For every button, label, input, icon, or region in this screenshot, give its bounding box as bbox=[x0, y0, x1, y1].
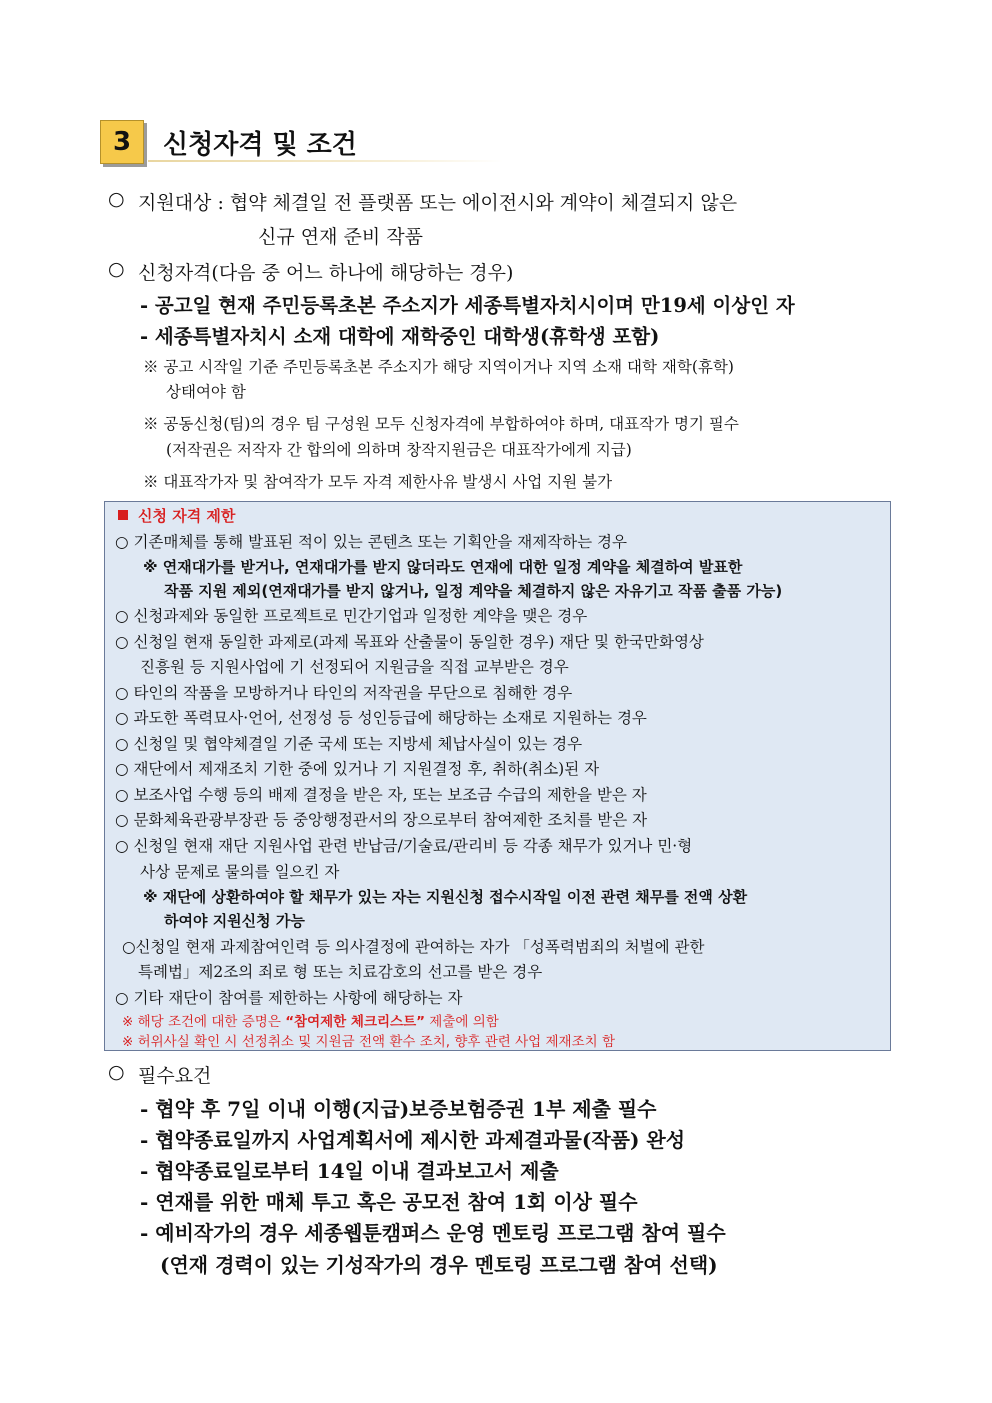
restriction-note-penalty: ※ 허위사실 확인 시 선정취소 및 지원금 전액 환수 조치, 향후 관련 사업 제재조치 함 bbox=[122, 1034, 615, 1050]
requirement-item: - 협약종료일로부터 14일 이내 결과보고서 제출 bbox=[140, 1159, 559, 1183]
requirement-item: - 연재를 위한 매체 투고 혹은 공모전 참여 1회 이상 필수 bbox=[140, 1190, 638, 1214]
restriction-title bbox=[118, 505, 235, 526]
note-checklist-bold: “참여제한 체크리스트” bbox=[285, 1014, 426, 1030]
restriction-line: ○ 기타 재단이 참여를 제한하는 사항에 해당하는 자 bbox=[115, 989, 463, 1007]
square-bullet-icon bbox=[118, 510, 128, 520]
requirements-bullet: ○ bbox=[108, 1061, 125, 1083]
restriction-line: ※ 연재대가를 받거나, 연재대가를 받지 않더라도 연재에 대한 일정 계약을 체결하여 발표한 bbox=[143, 558, 743, 576]
restriction-line: 작품 지원 제외(연재대가를 받지 않거나, 일정 계약을 체결하지 않은 자유기고 작품 출품 가능) bbox=[164, 582, 783, 600]
eligibility-bullet: ○ bbox=[108, 258, 125, 280]
requirement-item: - 협약종료일까지 사업계획서에 제시한 과제결과물(작품) 완성 bbox=[140, 1128, 686, 1152]
eligibility-note: ※ 공고 시작일 기준 주민등록초본 주소지가 해당 지역이거나 지역 소재 대학 재학(휴학) bbox=[143, 358, 734, 376]
restriction-line: ○ 과도한 폭력묘사·언어, 선정성 등 성인등급에 해당하는 소재로 지원하는 경우 bbox=[115, 709, 647, 727]
restriction-line: ○ 보조사업 수행 등의 배제 결정을 받은 자, 또는 보조금 수급의 제한을 받은 자 bbox=[115, 786, 647, 804]
eligibility-note: ※ 공동신청(팀)의 경우 팀 구성원 모두 신청자격에 부합하여야 하며, 대표작가 명기 필수 bbox=[143, 415, 739, 433]
restriction-line: ○ 재단에서 제재조치 기한 중에 있거나 기 지원결정 후, 취하(취소)된 자 bbox=[115, 760, 600, 778]
target-bullet: ○ bbox=[108, 188, 125, 210]
note-text: ※ 해당 조건에 대한 증명은 bbox=[122, 1014, 286, 1030]
requirement-item: - 예비작가의 경우 세종웹툰캠퍼스 운영 멘토링 프로그램 참여 필수 bbox=[140, 1221, 726, 1245]
eligibility-note: ※ 대표작가자 및 참여작가 모두 자격 제한사유 발생시 사업 지원 불가 bbox=[143, 473, 613, 491]
section-title: 신청자격 및 조건 bbox=[163, 130, 357, 160]
target-line-1: 지원대상 : 협약 체결일 전 플랫폼 또는 에이전시와 계약이 체결되지 않은 bbox=[138, 192, 738, 214]
restriction-line: ○신청일 현재 과제참여인력 등 의사결정에 관여하는 자가 「성폭력범죄의 처벌에 관한 bbox=[122, 938, 705, 956]
restriction-line: 진흥원 등 지원사업에 기 선정되어 지원금을 직접 교부받은 경우 bbox=[140, 658, 569, 676]
eligibility-note-cont: 상태여야 함 bbox=[166, 383, 246, 401]
restriction-line: ○ 신청과제와 동일한 프로젝트로 민간기업과 일정한 계약을 맺은 경우 bbox=[115, 607, 588, 625]
eligibility-title: 신청자격(다음 중 어느 하나에 해당하는 경우) bbox=[138, 262, 514, 284]
requirement-item: - 협약 후 7일 이내 이행(지급)보증보험증권 1부 제출 필수 bbox=[140, 1097, 657, 1121]
section-number-badge: 3 bbox=[100, 120, 144, 164]
restriction-note-checklist bbox=[122, 1010, 499, 1030]
target-line-2: 신규 연재 준비 작품 bbox=[258, 226, 423, 248]
restriction-line: ○ 신청일 현재 재단 지원사업 관련 반납금/기술료/관리비 등 각종 채무가 있거나 민·형 bbox=[115, 837, 693, 855]
eligibility-item: - 공고일 현재 주민등록초본 주소지가 세종특별자치시이며 만19세 이상인 자 bbox=[140, 294, 795, 317]
requirements-title: 필수요건 bbox=[138, 1065, 212, 1087]
restriction-title-text: 신청 자격 제한 bbox=[138, 507, 236, 525]
eligibility-note-cont: (저작권은 저작자 간 합의에 의하며 창작지원금은 대표작가에게 지급) bbox=[166, 441, 632, 459]
eligibility-item: - 세종특별자치시 소재 대학에 재학중인 대학생(휴학생 포함) bbox=[140, 325, 660, 348]
restriction-line: ○ 신청일 및 협약체결일 기준 국세 또는 지방세 체납사실이 있는 경우 bbox=[115, 735, 583, 753]
section-title-underline bbox=[148, 160, 503, 162]
note-text: 제출에 의함 bbox=[425, 1014, 499, 1030]
restriction-line: ○ 문화체육관광부장관 등 중앙행정관서의 장으로부터 참여제한 조치를 받은 자 bbox=[115, 811, 648, 829]
restriction-line: 하여야 지원신청 가능 bbox=[164, 912, 305, 930]
restriction-line: ○ 신청일 현재 동일한 과제로(과제 목표와 산출물이 동일한 경우) 재단 및 한국만화영상 bbox=[115, 633, 704, 651]
restriction-line: ○ 타인의 작품을 모방하거나 타인의 저작권을 무단으로 침해한 경우 bbox=[115, 684, 573, 702]
restriction-line: ※ 재단에 상환하여야 할 채무가 있는 자는 지원신청 접수시작일 이전 관련 채무를 전액 상환 bbox=[143, 888, 748, 906]
restriction-line: ○ 기존매체를 통해 발표된 적이 있는 콘텐츠 또는 기획안을 재제작하는 경우 bbox=[115, 533, 627, 551]
restriction-line: 사상 문제로 물의를 일으킨 자 bbox=[140, 863, 340, 881]
restriction-line: 특례법」제2조의 죄로 형 또는 치료감호의 선고를 받은 경우 bbox=[138, 963, 543, 981]
requirement-item-cont: (연재 경력이 있는 기성작가의 경우 멘토링 프로그램 참여 선택) bbox=[160, 1253, 718, 1277]
